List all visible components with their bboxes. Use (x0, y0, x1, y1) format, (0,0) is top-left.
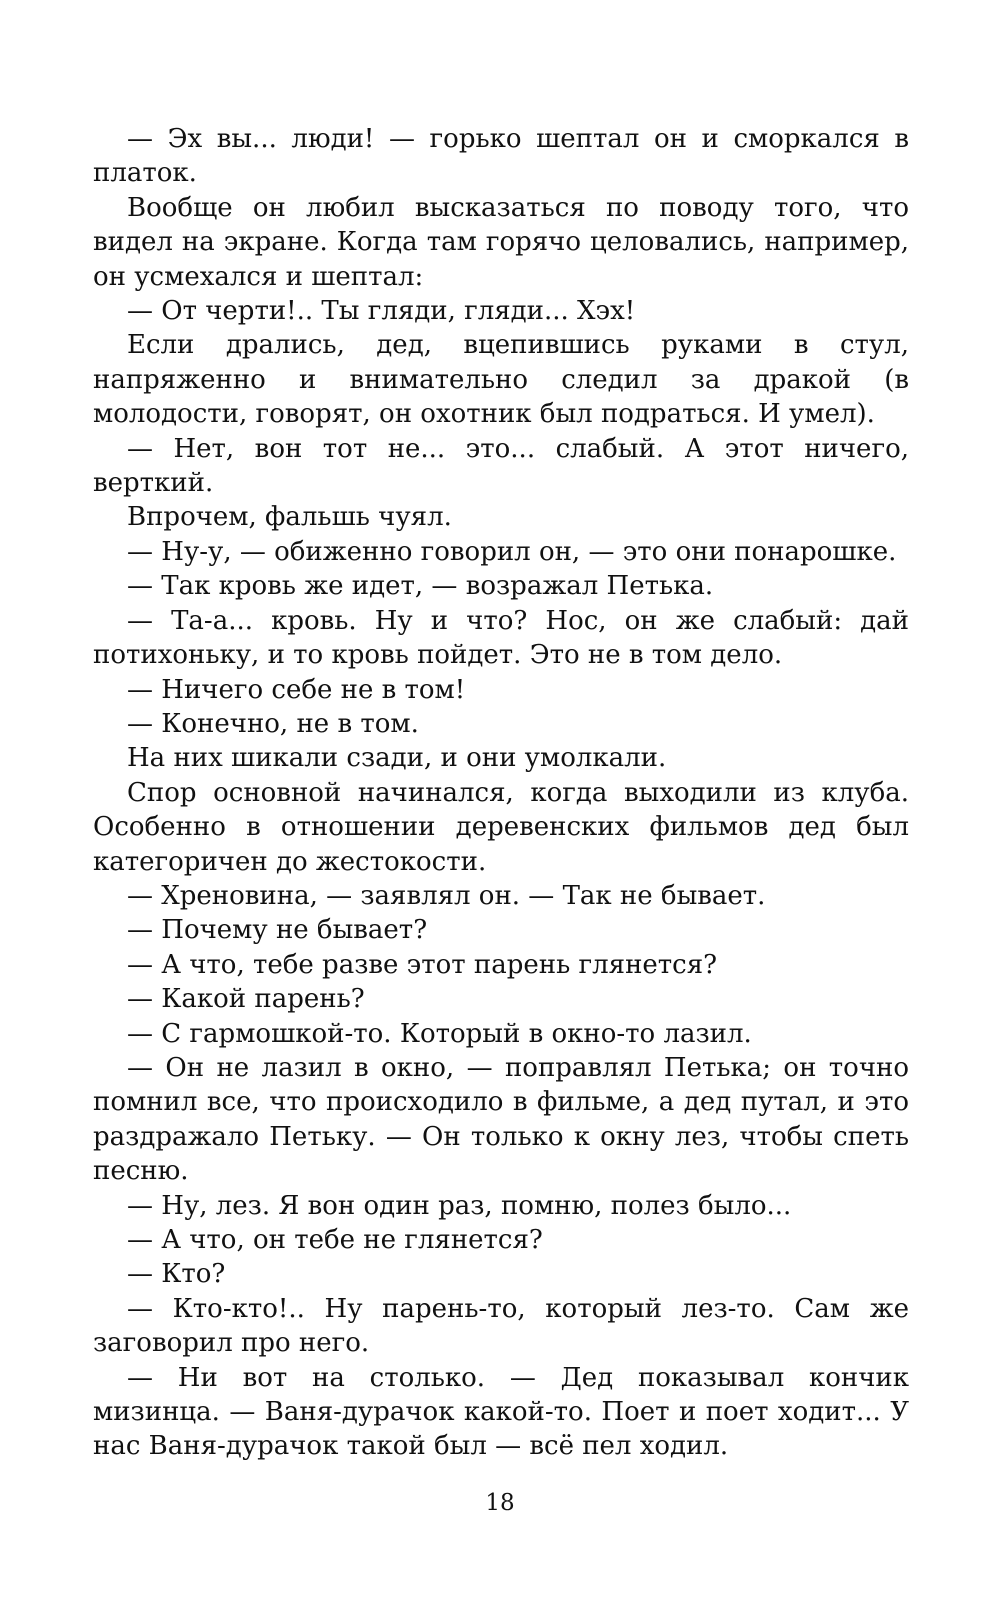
paragraph: — Ну, лез. Я вон один раз, помню, полез было... (127, 1190, 792, 1221)
paragraph: На них шикали сзади, и они умолкали. (127, 743, 667, 774)
paragraph: — Кто-кто!.. Ну парень-то, который лез-то. Сам же заговорил про него. (93, 1293, 909, 1359)
paragraph: — Нет, вон тот не... это... слабый. А этот ничего, верткий. (93, 433, 909, 499)
page-text (93, 122, 909, 1464)
paragraph: — Ну-у, — обиженно говорил он, — это они понарошке. (127, 536, 897, 567)
paragraph: Впрочем, фальшь чуял. (127, 502, 452, 533)
paragraph: — Кто? (127, 1259, 226, 1290)
paragraph: Спор основной начинался, когда выходили из клуба. Особенно в отношении деревенских фильмов дед был категоричен до жестокости. (93, 777, 909, 877)
paragraph: — Так кровь же идет, — возражал Петька. (127, 571, 714, 602)
page-number: 18 (485, 1490, 515, 1516)
paragraph: — А что, он тебе не глянется? (127, 1225, 543, 1255)
paragraph: — Та-а... кровь. Ну и что? Нос, он же слабый: дай потихоньку, и то кровь пойдет. Это не в том дело. (93, 605, 909, 671)
paragraph: — От черти!.. Ты гляди, гляди... Хэх! (127, 296, 636, 327)
paragraph: — Ни вот на столько. — Дед показывал кончик мизинца. — Ваня-дурачок какой-то. Поет и поет ходит... У нас Ваня-дурачок такой был — всё пел ходил. (93, 1362, 909, 1462)
paragraph: — Хреновина, — заявлял он. — Так не бывает. (127, 880, 766, 911)
paragraph: — А что, тебе разве этот парень глянется? (127, 949, 718, 980)
paragraph: — Почему не бывает? (127, 915, 428, 946)
paragraph: Вообще он любил высказаться по поводу того, что видел на экране. Когда там горячо целовались, например, он усмехался и шептал: (93, 192, 909, 292)
paragraph: Если дрались, дед, вцепившись руками в стул, напряженно и внимательно следил за дракой (в молодости, говорят, он охотник был подраться. И умел). (93, 330, 909, 430)
paragraph: — Какой парень? (127, 984, 365, 1015)
paragraph: — С гармошкой-то. Который в окно-то лазил. (127, 1018, 752, 1049)
paragraph: — Конечно, не в том. (127, 708, 419, 739)
paragraph: — Он не лазил в окно, — поправлял Петька; он точно помнил все, что происходило в фильме, а дед путал, и это раздражало Петьку. — Он только к окну лез, чтобы спеть песню. (93, 1052, 909, 1187)
paragraph: — Ничего себе не в том! (127, 674, 466, 705)
paragraph: — Эх вы... люди! — горько шептал он и сморкался в платок. (93, 124, 909, 189)
